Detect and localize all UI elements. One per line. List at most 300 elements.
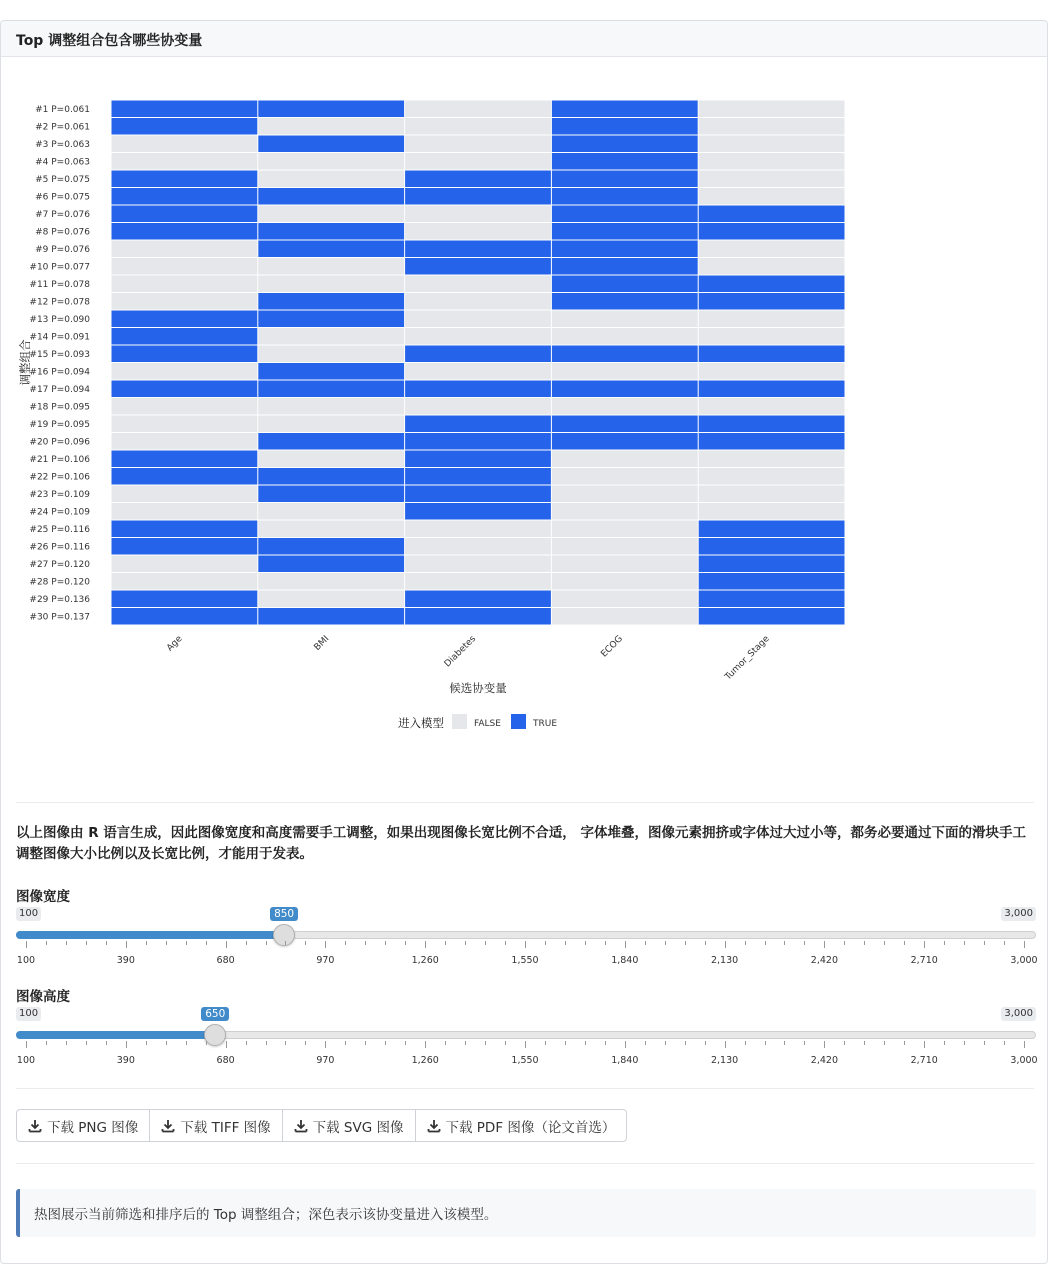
heatmap-cell xyxy=(552,206,698,223)
y-tick-label: #6 P=0.075 xyxy=(35,192,90,203)
slider-major-tick xyxy=(525,941,526,948)
heatmap-cell xyxy=(258,573,404,590)
slider-major-tick xyxy=(924,941,925,948)
heatmap-cell xyxy=(112,521,258,538)
slider-minor-tick xyxy=(804,1041,805,1045)
heatmap-cell xyxy=(258,293,404,310)
heatmap-cell xyxy=(112,433,258,450)
y-tick-label: #28 P=0.120 xyxy=(29,577,90,588)
slider-minor-tick xyxy=(445,1041,446,1045)
slider-minor-tick xyxy=(86,1041,87,1045)
heatmap-cell xyxy=(258,538,404,555)
heatmap-cell xyxy=(699,223,845,240)
heatmap-cell xyxy=(405,188,551,205)
heatmap-cell xyxy=(699,293,845,310)
slider-min-label: 100 xyxy=(16,1007,41,1021)
heatmap-cell xyxy=(699,363,845,380)
heatmap-cell xyxy=(405,223,551,240)
download-icon xyxy=(427,1119,441,1133)
heatmap-cell xyxy=(112,206,258,223)
heatmap-cell xyxy=(112,241,258,258)
slider-minor-tick xyxy=(665,1041,666,1045)
slider-minor-tick xyxy=(804,941,805,945)
slider-tick-label: 100 xyxy=(16,955,36,966)
heatmap-cell xyxy=(699,136,845,153)
slider-minor-tick xyxy=(285,1041,286,1045)
slider-minor-tick xyxy=(844,941,845,945)
heatmap-cell xyxy=(258,206,404,223)
heatmap-cell xyxy=(258,451,404,468)
heatmap-cell xyxy=(699,416,845,433)
slider-minor-tick xyxy=(904,1041,905,1045)
heatmap-cell xyxy=(699,328,845,345)
y-tick-label: #4 P=0.063 xyxy=(35,157,90,168)
heatmap-cell xyxy=(405,486,551,503)
slider-minor-tick xyxy=(266,941,267,945)
heatmap-cell xyxy=(699,258,845,275)
heatmap-cell xyxy=(405,521,551,538)
slider-major-tick xyxy=(126,941,127,948)
heatmap-cell xyxy=(552,363,698,380)
download-button-group xyxy=(16,1109,627,1142)
slider-major-tick xyxy=(425,941,426,948)
heatmap-cell xyxy=(405,503,551,520)
x-tick-label: Age xyxy=(165,634,185,654)
slider-minor-tick xyxy=(186,941,187,945)
download-png-label: 下载 PNG 图像 xyxy=(47,1119,139,1136)
slider-minor-tick xyxy=(86,941,87,945)
heatmap-cell xyxy=(112,188,258,205)
slider-minor-tick xyxy=(685,1041,686,1045)
heatmap-cell xyxy=(405,468,551,485)
heatmap-cell xyxy=(699,433,845,450)
y-tick-label: #12 P=0.078 xyxy=(29,297,90,308)
heatmap-cell xyxy=(258,486,404,503)
resize-note: 以上图像由 R 语言生成，因此图像宽度和高度需要手工调整，如果出现图像长宽比例不合适， 字体堆叠，图像元素拥挤或字体过大过小等，都务必要通过下面的滑块手工调整图像大小比例以及长宽比例，才能用于发表。 xyxy=(16,825,1026,862)
slider-major-tick xyxy=(625,941,626,948)
heatmap-cell xyxy=(699,153,845,170)
heatmap-cell xyxy=(552,293,698,310)
slider-minor-tick xyxy=(765,941,766,945)
slider-max-label: 3,000 xyxy=(1001,1007,1036,1021)
heatmap-cell xyxy=(112,468,258,485)
heatmap-cell xyxy=(699,101,845,118)
slider-minor-tick xyxy=(964,941,965,945)
heatmap-cell xyxy=(112,171,258,188)
slider-major-tick xyxy=(425,1041,426,1048)
divider xyxy=(16,1163,1034,1164)
slider-minor-tick xyxy=(445,941,446,945)
slider-tick-label: 2,420 xyxy=(810,1055,838,1066)
heatmap-cell xyxy=(258,416,404,433)
slider-min-label: 100 xyxy=(16,907,41,921)
heatmap-cell xyxy=(699,538,845,555)
y-tick-label: #24 P=0.109 xyxy=(29,507,90,518)
y-tick-label: #7 P=0.076 xyxy=(35,209,90,220)
slider-minor-tick xyxy=(345,941,346,945)
slider-minor-tick xyxy=(944,941,945,945)
slider-tick-label: 2,710 xyxy=(910,955,938,966)
heatmap-cell xyxy=(699,608,845,625)
slider-tick-label: 2,130 xyxy=(710,1055,739,1066)
heatmap-cell xyxy=(112,101,258,118)
slider-minor-tick xyxy=(645,941,646,945)
slider-major-tick xyxy=(26,1041,27,1048)
y-tick-label: #18 P=0.095 xyxy=(29,402,90,413)
download-tiff-label: 下载 TIFF 图像 xyxy=(180,1119,271,1136)
heatmap-cell xyxy=(699,486,845,503)
download-pdf-label: 下载 PDF 图像（论文首选） xyxy=(445,1119,616,1136)
divider xyxy=(16,1088,1034,1089)
slider-minor-tick xyxy=(46,1041,47,1045)
slider-tick-label: 1,550 xyxy=(511,1055,539,1066)
legend-swatch xyxy=(452,714,467,729)
slider-minor-tick xyxy=(565,1041,566,1045)
slider-major-tick xyxy=(525,1041,526,1048)
heatmap-cell xyxy=(699,381,845,398)
slider-tick-label: 680 xyxy=(216,1055,235,1066)
slider-minor-tick xyxy=(465,1041,466,1045)
slider-minor-tick xyxy=(365,941,366,945)
heatmap-cell xyxy=(552,118,698,135)
slider-minor-tick xyxy=(485,1041,486,1045)
slider-minor-tick xyxy=(166,1041,167,1045)
heatmap-cell xyxy=(258,171,404,188)
heatmap-cell xyxy=(405,556,551,573)
heatmap-cell xyxy=(258,118,404,135)
slider-minor-tick xyxy=(944,1041,945,1045)
y-tick-label: #22 P=0.106 xyxy=(29,472,90,483)
heatmap-cell xyxy=(405,346,551,363)
heatmap-cell xyxy=(258,136,404,153)
slider-tick-label: 970 xyxy=(316,1055,335,1066)
slider-tick-label: 2,420 xyxy=(810,955,838,966)
slider-tick-label: 970 xyxy=(316,955,335,966)
slider-tick-label: 1,260 xyxy=(411,955,439,966)
y-tick-label: #19 P=0.095 xyxy=(29,419,90,430)
heatmap-cell xyxy=(258,381,404,398)
y-tick-label: #2 P=0.061 xyxy=(35,122,90,133)
slider-fill xyxy=(16,931,284,939)
heatmap-cell xyxy=(405,118,551,135)
heatmap-cell xyxy=(552,486,698,503)
slider-minor-tick xyxy=(405,1041,406,1045)
slider-minor-tick xyxy=(385,1041,386,1045)
y-tick-label: #3 P=0.063 xyxy=(35,139,90,150)
heatmap-cell xyxy=(405,311,551,328)
slider-minor-tick xyxy=(884,1041,885,1045)
heatmap-cell xyxy=(258,608,404,625)
heatmap-cell xyxy=(112,381,258,398)
x-tick-label: Diabetes xyxy=(442,634,479,670)
y-tick-label: #20 P=0.096 xyxy=(29,437,90,448)
heatmap-cell xyxy=(699,188,845,205)
download-icon xyxy=(28,1119,42,1133)
legend-label: FALSE xyxy=(474,719,501,729)
slider-minor-tick xyxy=(864,1041,865,1045)
y-tick-label: #25 P=0.116 xyxy=(29,524,90,535)
heatmap-cell xyxy=(405,398,551,415)
slider-minor-tick xyxy=(66,941,67,945)
slider-minor-tick xyxy=(844,1041,845,1045)
slider-minor-tick xyxy=(964,1041,965,1045)
slider-minor-tick xyxy=(645,1041,646,1045)
slider-major-tick xyxy=(725,941,726,948)
slider-major-tick xyxy=(625,1041,626,1048)
y-tick-label: #1 P=0.061 xyxy=(35,104,90,115)
slider-tick-label: 3,000 xyxy=(1010,1055,1038,1066)
slider-fill xyxy=(16,1031,215,1039)
slider-minor-tick xyxy=(864,941,865,945)
download-pdf-button[interactable] xyxy=(415,1109,628,1142)
heatmap-cell xyxy=(552,153,698,170)
heatmap-cell xyxy=(258,591,404,608)
heatmap-cell xyxy=(405,293,551,310)
slider-minor-tick xyxy=(884,941,885,945)
slider-minor-tick xyxy=(505,941,506,945)
heatmap-cell xyxy=(112,136,258,153)
heatmap-cell xyxy=(405,416,551,433)
slider-tick-label: 1,260 xyxy=(411,1055,439,1066)
heatmap-cell xyxy=(258,503,404,520)
y-tick-label: #23 P=0.109 xyxy=(29,489,90,500)
slider-minor-tick xyxy=(585,941,586,945)
heatmap-cell xyxy=(258,101,404,118)
slider-major-tick xyxy=(824,941,825,948)
slider-tick-label: 2,130 xyxy=(710,955,739,966)
heatmap-cell xyxy=(112,608,258,625)
slider-minor-tick xyxy=(246,941,247,945)
slider-minor-tick xyxy=(765,1041,766,1045)
slider-ticks xyxy=(16,1041,1038,1071)
heatmap-cell xyxy=(405,591,551,608)
slider-minor-tick xyxy=(106,1041,107,1045)
y-tick-label: #21 P=0.106 xyxy=(29,454,90,465)
results-card xyxy=(0,20,1048,1264)
heatmap-cell xyxy=(112,258,258,275)
heatmap-cell xyxy=(552,223,698,240)
slider-minor-tick xyxy=(565,941,566,945)
slider-minor-tick xyxy=(166,941,167,945)
slider-tick-label: 100 xyxy=(16,1055,36,1066)
slider-tick-label: 680 xyxy=(216,955,235,966)
heatmap-cell xyxy=(258,398,404,415)
slider-minor-tick xyxy=(66,1041,67,1045)
slider-minor-tick xyxy=(984,941,985,945)
slider-minor-tick xyxy=(904,941,905,945)
heatmap-cell xyxy=(699,171,845,188)
heatmap-cell xyxy=(112,328,258,345)
heatmap-cell xyxy=(699,118,845,135)
heatmap-cell xyxy=(258,521,404,538)
slider-minor-tick xyxy=(745,941,746,945)
slider-minor-tick xyxy=(705,941,706,945)
info-callout: 热图展示当前筛选和排序后的 Top 调整组合；深色表示该协变量进入该模型。 xyxy=(16,1189,1036,1237)
slider-major-tick xyxy=(1024,1041,1025,1048)
heatmap-cell xyxy=(405,573,551,590)
heatmap-cell xyxy=(552,503,698,520)
slider-minor-tick xyxy=(345,1041,346,1045)
heatmap-cell xyxy=(699,521,845,538)
download-tiff-button[interactable] xyxy=(149,1109,282,1142)
heatmap-cell xyxy=(699,276,845,293)
slider-minor-tick xyxy=(246,1041,247,1045)
slider-tick-label: 390 xyxy=(116,955,135,966)
heatmap-cell xyxy=(552,241,698,258)
download-png-button[interactable] xyxy=(16,1109,150,1142)
heatmap-cell xyxy=(112,153,258,170)
heatmap-cell xyxy=(112,538,258,555)
heatmap-cell xyxy=(258,241,404,258)
heatmap-cell xyxy=(699,573,845,590)
heatmap-cell xyxy=(699,591,845,608)
y-tick-label: #5 P=0.075 xyxy=(35,174,90,185)
slider-minor-tick xyxy=(385,941,386,945)
slider-minor-tick xyxy=(784,941,785,945)
heatmap-cell xyxy=(258,346,404,363)
download-icon xyxy=(161,1119,175,1133)
heatmap-cell xyxy=(552,398,698,415)
y-axis-title: 调整组合 xyxy=(18,339,32,386)
heatmap-cell xyxy=(258,468,404,485)
heatmap-cell xyxy=(405,241,551,258)
slider-minor-tick xyxy=(1004,941,1005,945)
slider-major-tick xyxy=(126,1041,127,1048)
heatmap-cell xyxy=(552,136,698,153)
heatmap-cell xyxy=(258,258,404,275)
slider-tick-label: 2,710 xyxy=(910,1055,938,1066)
slider-tick-label: 1,550 xyxy=(511,955,539,966)
heatmap-cell xyxy=(405,206,551,223)
slider-major-tick xyxy=(226,1041,227,1048)
width-slider[interactable] xyxy=(16,907,1036,977)
heatmap-cell xyxy=(258,223,404,240)
slider-minor-tick xyxy=(745,1041,746,1045)
heatmap-cell xyxy=(699,451,845,468)
slider-minor-tick xyxy=(585,1041,586,1045)
y-tick-label: #17 P=0.094 xyxy=(29,384,90,395)
heatmap-cell xyxy=(405,328,551,345)
heatmap-cell xyxy=(405,136,551,153)
heatmap-cell xyxy=(552,416,698,433)
heatmap-cell xyxy=(552,328,698,345)
x-tick-label: BMI xyxy=(312,634,332,653)
slider-major-tick xyxy=(725,1041,726,1048)
heatmap-cell xyxy=(552,188,698,205)
heatmap-cell xyxy=(552,171,698,188)
slider-tick-label: 3,000 xyxy=(1010,955,1038,966)
heatmap-cell xyxy=(258,188,404,205)
slider-minor-tick xyxy=(505,1041,506,1045)
slider-minor-tick xyxy=(465,941,466,945)
heatmap-cell xyxy=(552,591,698,608)
slider-minor-tick xyxy=(685,941,686,945)
heatmap-cell xyxy=(552,468,698,485)
heatmap-cell xyxy=(699,346,845,363)
slider-minor-tick xyxy=(46,941,47,945)
y-tick-label: #13 P=0.090 xyxy=(29,314,90,325)
heatmap-cell xyxy=(112,451,258,468)
heatmap-cell xyxy=(699,241,845,258)
slider-minor-tick xyxy=(605,1041,606,1045)
heatmap-cell xyxy=(112,503,258,520)
divider xyxy=(16,802,1034,803)
heatmap-cell xyxy=(405,101,551,118)
heatmap-cell xyxy=(258,311,404,328)
heatmap-cell xyxy=(258,276,404,293)
heatmap-cell xyxy=(258,556,404,573)
heatmap-cell xyxy=(258,328,404,345)
heatmap-cell xyxy=(405,363,551,380)
heatmap-cell xyxy=(112,398,258,415)
heatmap-cell xyxy=(699,311,845,328)
heatmap-cell xyxy=(552,451,698,468)
y-tick-label: #27 P=0.120 xyxy=(29,559,90,570)
slider-tick-label: 390 xyxy=(116,1055,135,1066)
slider-value-label: 850 xyxy=(270,907,298,921)
y-tick-label: #15 P=0.093 xyxy=(29,349,90,360)
slider-minor-tick xyxy=(665,941,666,945)
heatmap-cell xyxy=(112,416,258,433)
slider-minor-tick xyxy=(485,941,486,945)
slider-major-tick xyxy=(26,941,27,948)
slider-minor-tick xyxy=(285,941,286,945)
y-tick-label: #10 P=0.077 xyxy=(29,262,90,273)
slider-minor-tick xyxy=(146,941,147,945)
heatmap-cell xyxy=(405,433,551,450)
heatmap-cell xyxy=(552,258,698,275)
download-svg-button[interactable] xyxy=(282,1109,416,1142)
heatmap-cell xyxy=(405,153,551,170)
heatmap-cell xyxy=(112,591,258,608)
slider-ticks xyxy=(16,941,1038,971)
heatmap-cell xyxy=(112,556,258,573)
slider-minor-tick xyxy=(305,1041,306,1045)
slider-tick-label: 1,840 xyxy=(611,1055,639,1066)
card-title: Top 调整组合包含哪些协变量 xyxy=(1,21,1047,57)
slider-minor-tick xyxy=(984,1041,985,1045)
heatmap-cell xyxy=(112,486,258,503)
slider-minor-tick xyxy=(206,1041,207,1045)
slider-minor-tick xyxy=(266,1041,267,1045)
height-slider[interactable] xyxy=(16,1007,1036,1077)
heatmap-cell xyxy=(552,608,698,625)
heatmap-cell xyxy=(405,276,551,293)
slider-minor-tick xyxy=(206,941,207,945)
heatmap-cell xyxy=(699,503,845,520)
slider-major-tick xyxy=(325,941,326,948)
heatmap-cell xyxy=(699,556,845,573)
heatmap-cell xyxy=(112,346,258,363)
slider-minor-tick xyxy=(605,941,606,945)
slider-tick-label: 1,840 xyxy=(611,955,639,966)
slider-minor-tick xyxy=(784,1041,785,1045)
y-tick-label: #14 P=0.091 xyxy=(29,332,90,343)
heatmap-cell xyxy=(258,363,404,380)
y-tick-label: #26 P=0.116 xyxy=(29,542,90,553)
heatmap-cell xyxy=(552,538,698,555)
y-tick-label: #29 P=0.136 xyxy=(29,594,90,605)
heatmap-cell xyxy=(552,346,698,363)
slider-minor-tick xyxy=(705,1041,706,1045)
heatmap-cell xyxy=(112,223,258,240)
heatmap-cell xyxy=(552,573,698,590)
heatmap-cell xyxy=(699,206,845,223)
legend-title: 进入模型 xyxy=(398,716,444,730)
slider-minor-tick xyxy=(1004,1041,1005,1045)
heatmap-cell xyxy=(552,101,698,118)
x-tick-label: ECOG xyxy=(599,634,625,660)
